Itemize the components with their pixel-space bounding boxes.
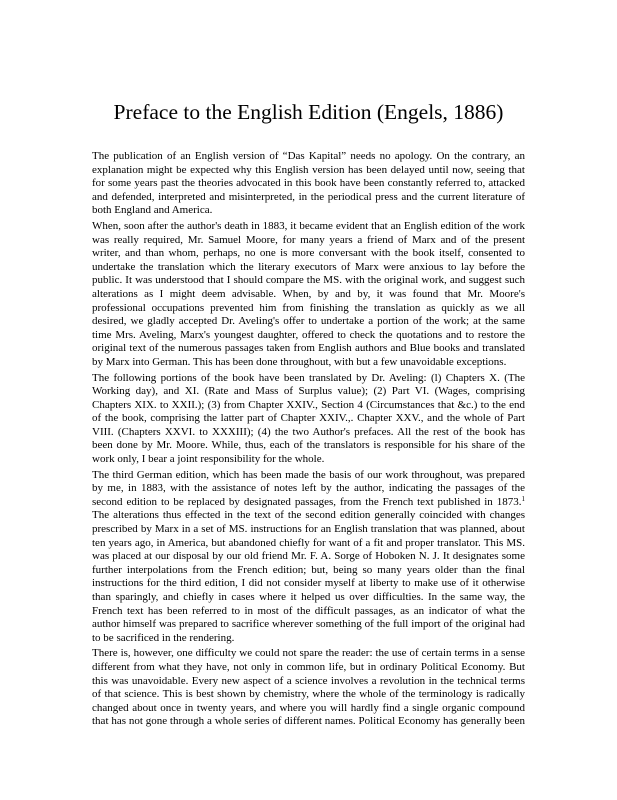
text-line: was really required, Mr. Samuel Moore, for many years a friend of Marx and of the present (92, 233, 525, 246)
text-line: The following portions of the book have been translated by Dr. Aveling: (l) Chapters X. (The (92, 371, 525, 384)
text-line: instructions for the third edition, I did not consider myself at liberty to make use of it otherwise (92, 577, 525, 590)
page-title: Preface to the English Edition (Engels, 1886) (113, 100, 504, 124)
text-line: work only, I bear a joint responsibility for the whole. (92, 453, 325, 466)
text-line: by me, in 1883, with the assistance of notes left by the author, indicating the passages of the (92, 482, 525, 495)
text-line: Working day), and XI. (Rate and Mass of Surplus value); (2) Part VI. (Wages, comprising (92, 385, 525, 398)
text-line: to be sacrificed in the rendering. (92, 631, 235, 644)
text-line: ten years ago, in America, but abandoned chiefly for want of a fit and proper translator. This MS. (92, 536, 525, 549)
body-text (92, 150, 525, 731)
text-line: this was unavoidable. Every new aspect of a science involves a revolution in the technical terms (92, 674, 525, 687)
text-line: been done by Mr. Moore. While, thus, each of the translators is responsible for his share of the (92, 439, 525, 452)
text-line: public. It was understood that I should compare the MS. with the original work, and suggest such (92, 274, 525, 287)
text-line: explanation might be expected why this English version has been delayed until now, seeing that (92, 163, 525, 176)
text-line: prescribed by Marx in a set of MS. instructions for an English translation that was planned, about (92, 523, 525, 536)
text-line: author himself was prepared to sacrifice wherever something of the full import of the original had (92, 618, 525, 631)
paragraph-1 (92, 150, 525, 218)
text-line: time Mrs. Aveling, Marx's youngest daughter, offered to check the quotations and to restore the (92, 328, 525, 341)
text-segment: second edition to be replaced by designated passages, from the French text published in 1873. (92, 495, 522, 508)
paragraph-5 (92, 647, 525, 729)
text-line: further interpolations from the French edition; but, being so many years older than the final (92, 563, 525, 576)
text-line: that has not gone through a whole series of different names. Political Economy has generally been (92, 715, 525, 728)
text-line: There is, however, one difficulty we could not spare the reader: the use of certain terms in a sense (92, 647, 525, 660)
paragraph-2 (92, 220, 525, 370)
text-line: VIII. (Chapters XXVI. to XXXIII); (4) the two Author's prefaces. All the rest of the book has (92, 425, 525, 438)
text-line: and defended, interpreted and misinterpreted, in the periodical press and the current literature of (92, 190, 525, 203)
text-line: The publication of an English version of “Das Kapital” needs no apology. On the contrary, an (92, 150, 525, 162)
text-line: writer, and than whom, perhaps, no one is more conversant with the book itself, consented to (92, 247, 525, 260)
text-line: undertake the translation which the literary executors of Marx were anxious to lay before the (92, 260, 525, 273)
text-line-with-footnote (92, 496, 525, 510)
text-line: French text has been referred to in most of the difficult passages, as an indicator of what the (92, 604, 525, 617)
paragraph-3 (92, 372, 525, 467)
text-line: was placed at our disposal by our old friend Mr. F. A. Sorge of Hoboken N. J. It designates some (92, 550, 525, 563)
text-line: both England and America. (92, 204, 213, 217)
text-line: of that science. This is best shown by chemistry, where the whole of the terminology is radically (92, 688, 525, 701)
text-line: for some years past the theories advocated in this book have been constantly referred to, attacked (92, 177, 525, 190)
text-line: When, soon after the author's death in 1883, it became evident that an English edition of the work (92, 219, 525, 232)
text-line: of the book, comprising the latter part of Chapter XXIV.,. Chapter XXV., and the whole of Part (92, 412, 525, 425)
text-line: different from what they have, not only in common life, but in ordinary Political Economy. But (92, 660, 525, 673)
text-line: than sparingly, and chiefly in cases where it helped us over difficulties. In the same way, the (92, 591, 525, 603)
footnote-marker[interactable]: 1 (521, 494, 525, 503)
text-line: original text of the numerous passages taken from English authors and Blue books and translated (92, 342, 525, 355)
paragraph-4 (92, 469, 525, 646)
text-line: desired, we gladly accepted Dr. Aveling's offer to undertake a portion of the work; at the same (92, 315, 525, 328)
text-line: professional occupations prevented him from finishing the translation as quickly as we all (92, 301, 525, 314)
text-line: changed about once in twenty years, and where you will hardly find a single organic compound (92, 701, 525, 714)
text-line: alterations as I might deem advisable. When, by and by, it was found that Mr. Moore's (92, 287, 525, 300)
text-line: The alterations thus effected in the text of the second edition generally coincided with changes (92, 509, 525, 522)
text-line: by Marx into German. This has been done throughout, with but a few unavoidable exceptions. (92, 355, 507, 368)
text-line: Chapters XIX. to XXII.); (3) from Chapter XXIV., Section 4 (Circumstances that &c.) to the end (92, 398, 525, 411)
text-line: The third German edition, which has been made the basis of our work throughout, was prepared (92, 468, 525, 481)
